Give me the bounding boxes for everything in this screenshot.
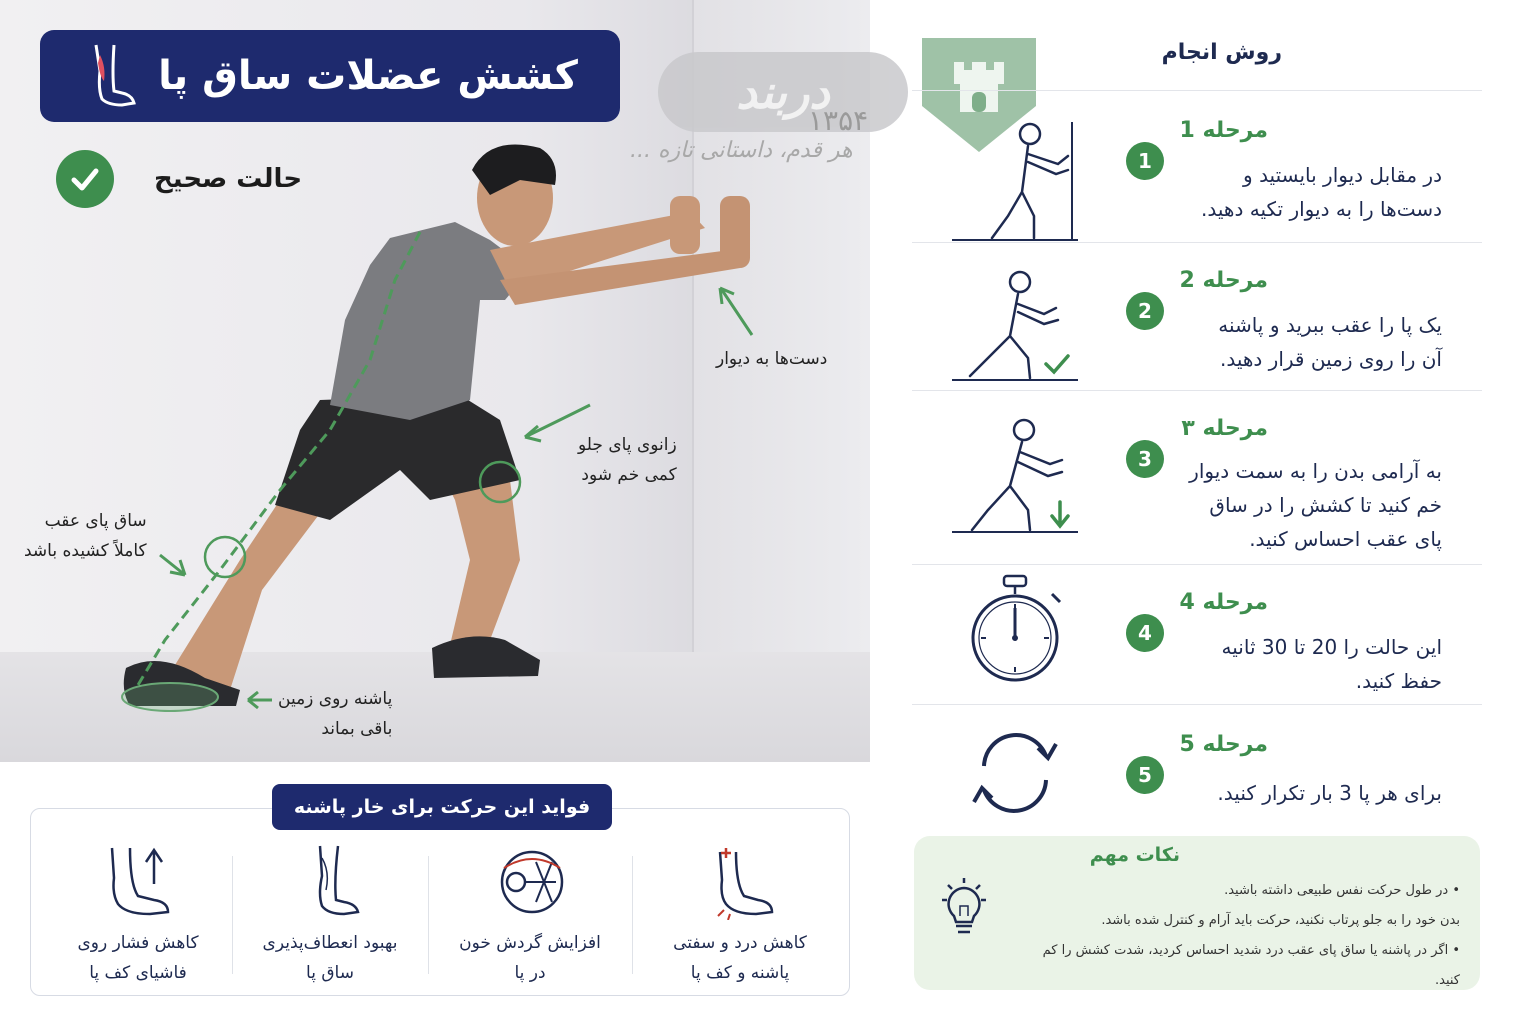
annotation-heel-line-2: باقی بماند [321,719,393,739]
repeat-icon [948,708,1082,838]
step-back-icon [948,258,1082,388]
benefit-text-line-1: کاهش درد و سفتی [673,933,807,953]
steps-title: روش انجام [1161,40,1282,65]
leg-calf-icon [82,41,138,111]
steps-divider [912,390,1482,391]
status-correct [56,150,302,208]
step-2-text [1142,308,1442,376]
benefit-text [230,928,430,988]
step-1-text-line-1: در مقابل دیوار بایستید و [1243,163,1442,187]
status-label: حالت صحیح [154,164,303,194]
lightbulb-icon [936,876,992,940]
step-5-text [1142,776,1442,810]
steps-divider [912,564,1482,565]
step-5-heading: مرحله 5 [1179,732,1268,757]
benefit-text [430,928,630,988]
step-2-heading: مرحله 2 [1179,268,1268,293]
lean-wall-icon [948,406,1082,536]
step-4-text-line-2: حفظ کنید. [1355,669,1442,693]
benefit-circulation [430,836,630,986]
step-2-text-line-1: یک پا را عقب ببرید و پاشنه [1218,313,1442,337]
annotation-knee-line-1: زانوی پای جلو [578,435,677,455]
benefit-text-line-1: کاهش فشار روی [77,933,199,953]
annotation-hands: دست‌ها به دیوار [716,349,828,369]
check-circle-icon [56,150,114,208]
tip-item: بدن خود را به جلو پرتاب نکنید، حرکت باید آرام و کنترل شده باشد. [1101,913,1460,928]
step-5-number: 5 [1126,756,1164,794]
stand-wall-icon [948,112,1082,242]
benefit-divider [428,856,429,974]
step-2-text-line-2: آن را روی زمین قرار دهید. [1219,347,1442,371]
foot-arrow-up-icon [104,844,176,920]
benefit-reduce-pain [640,836,840,986]
steps-divider [912,704,1482,705]
watermark-slogan: هر قدم، داستانی تازه ... [630,138,853,163]
stopwatch-icon [948,572,1082,702]
annotation-heel [278,684,392,744]
step-3-heading: مرحله ۳ [1181,416,1268,441]
step-3-text-line-3: پای عقب احساس کنید. [1249,527,1442,551]
step-3-text [1142,454,1442,556]
benefit-flexibility [230,836,430,986]
tips-box [914,836,1480,990]
step-2-number: 2 [1126,292,1164,330]
step-1-heading: مرحله 1 [1179,118,1268,143]
benefit-divider [632,856,633,974]
page-title: کشش عضلات ساق پا [158,53,578,99]
annotation-heel-line-1: پاشنه روی زمین [278,689,393,709]
benefit-text-line-1: افزایش گردش خون [459,933,601,953]
benefit-text-line-2: در پا [514,963,546,983]
step-1 [912,104,1482,244]
annotation-back-leg [24,506,147,566]
step-4-number: 4 [1126,614,1164,652]
tips-title: نکات مهم [1089,844,1180,866]
step-3-number: 3 [1126,440,1164,478]
step-1-text [1142,158,1442,226]
step-3-text-line-2: خم کنید تا کشش را در ساق [1209,493,1442,517]
watermark-year: ۱۳۵۴ [808,104,869,137]
annotation-knee-line-2: کمی خم شود [581,465,677,485]
tip-item: • در طول حرکت نفس طبیعی داشته باشید. [1224,883,1460,898]
annotation-back-leg-line-2: کاملاً کشیده باشد [24,541,147,561]
step-4 [912,576,1482,706]
blood-circulation-icon [496,844,568,920]
steps-divider [912,90,1482,91]
foot-pain-icon [706,844,778,920]
step-1-number: 1 [1126,142,1164,180]
page-title-box [40,30,620,122]
steps-panel [912,24,1482,814]
benefit-text-line-2: ساق پا [306,963,354,983]
watermark-logo [658,52,908,132]
benefit-text-line-2: پاشنه و کف پا [690,963,790,983]
benefit-text-line-2: فاشیای کف پا [89,963,187,983]
benefit-reduce-pressure [38,836,238,986]
benefits-title: فواید این حرکت برای خار پاشنه [272,784,612,830]
tips-list [1040,876,1460,996]
benefit-text-line-1: بهبود انعطاف‌پذیری [262,933,398,953]
steps-divider [912,242,1482,243]
step-3-text-line-1: به آرامی بدن را به سمت دیوار [1189,459,1442,483]
step-3 [912,402,1482,566]
leg-calf-icon [296,844,368,920]
step-2 [912,254,1482,394]
annotation-back-leg-line-1: ساق پای عقب [44,511,147,531]
step-4-text-line-1: این حالت را 20 تا 30 ثانیه [1221,635,1442,659]
tip-item: • اگر در پاشنه یا ساق پای عقب درد شدید احساس کردید، شدت کشش را کم کنید. [1042,943,1460,988]
benefit-text [38,928,238,988]
annotation-knee [578,430,677,490]
watermark-logo-text: دربند [736,65,830,119]
step-4-heading: مرحله 4 [1179,590,1268,615]
step-4-text [1142,630,1442,698]
step-1-text-line-2: دست‌ها را به دیوار تکیه دهید. [1201,197,1442,221]
benefit-text [640,928,840,988]
step-5 [912,718,1482,818]
step-5-text-line-1: برای هر پا 3 بار تکرار کنید. [1217,781,1442,805]
